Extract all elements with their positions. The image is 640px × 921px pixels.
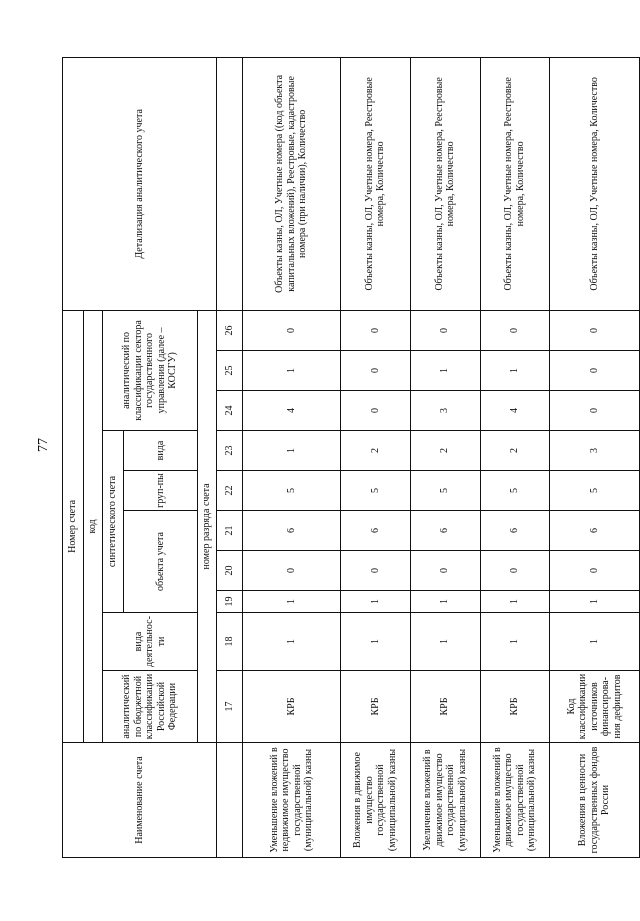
row-value: 1 [243,351,340,391]
table-row [550,57,640,857]
row-account-name: Вложения в движимое имущество государственной (муниципальной) казны [340,743,410,858]
row-value: 0 [243,310,340,350]
rotated-table-wrapper [62,58,640,858]
row-account-name: Вложения в ценности государственных фондов России [550,743,640,858]
row-value: 0 [340,391,410,431]
header-synthetic: синтетического счета [103,431,124,613]
row-value: 0 [480,310,550,350]
row-value: 1 [410,613,480,671]
row-value: 1 [243,591,340,613]
row-analytics-detail: Объекты казны, ОЛ, Учетные номера ((код объекта капитальных вложений), Реестровые, кадастровые номера (при наличии), Количество [243,57,340,310]
index-cell: 21 [217,511,243,551]
row-account-name: Уменьшение вложений в недвижимое имущество государственной (муниципальной) казны [243,743,340,858]
row-value: 0 [410,310,480,350]
page-number: 77 [36,438,51,452]
index-cell: 23 [217,431,243,471]
index-cell-empty [217,57,243,310]
row-value: 0 [480,551,550,591]
header-kosgu: аналитический по классификации сектора государственного управления (далее – КОСГУ) [103,310,198,430]
index-cell: 24 [217,391,243,431]
row-value: 0 [550,310,640,350]
row-value: 0 [340,551,410,591]
row-value: 0 [550,391,640,431]
row-value: 1 [340,591,410,613]
row-value: 1 [480,591,550,613]
header-account-name: Наименование счета [63,743,217,858]
row-value: 4 [243,391,340,431]
row-value: 1 [410,351,480,391]
row-value: 0 [410,551,480,591]
header-accounting-object: объекта учета [124,511,198,613]
row-value: 0 [243,551,340,591]
row-account-name: Уменьшение вложений в движимое имущество государственной (муниципальной) казны [480,743,550,858]
row-value: 1 [480,613,550,671]
row-classification: КРБ [410,671,480,743]
header-group: груп-пы [124,471,198,511]
index-cell: 19 [217,591,243,613]
row-account-name: Увеличение вложений в движимое имущество государственной (муниципальной) казны [410,743,480,858]
row-classification: КРБ [340,671,410,743]
row-value: 3 [550,431,640,471]
row-value: 3 [410,391,480,431]
row-value: 0 [340,310,410,350]
row-value: 1 [480,351,550,391]
row-analytics-detail: Объекты казны, ОЛ, Учетные номера, Реестровые номера, Количество [410,57,480,310]
row-analytics-detail: Объекты казны, ОЛ, Учетные номера, Реестровые номера, Количество [480,57,550,310]
index-cell: 22 [217,471,243,511]
row-value: 0 [550,351,640,391]
row-value: 0 [550,551,640,591]
row-value: 1 [340,613,410,671]
index-cell-empty [217,743,243,858]
row-value: 2 [480,431,550,471]
row-value: 4 [480,391,550,431]
index-cell: 17 [217,671,243,743]
row-analytics-detail: Объекты казны, ОЛ, Учетные номера, Количество [550,57,640,310]
row-value: 5 [340,471,410,511]
row-value: 5 [550,471,640,511]
row-value: 2 [340,431,410,471]
row-value: 6 [550,511,640,551]
header-account-number: Номер счета [63,310,84,742]
row-classification: КРБ [480,671,550,743]
index-cell: 26 [217,310,243,350]
row-value: 1 [410,591,480,613]
row-value: 2 [410,431,480,471]
row-value: 1 [550,591,640,613]
header-digit-position: номер разряда счета [197,310,216,742]
row-classification: Код классификации источников финансирова-ния дефицитов [550,671,640,743]
header-budget-classification: аналитический по бюджетной классификации Российской Федерации [103,671,198,743]
row-value: 6 [410,511,480,551]
accounts-table [62,57,640,858]
row-value: 0 [340,351,410,391]
index-cell: 18 [217,613,243,671]
row-classification: КРБ [243,671,340,743]
column-index-row [217,57,243,857]
table-row [340,57,410,857]
table-row [410,57,480,857]
header-analytics-detail: Детализация аналитического учета [63,57,217,310]
header-activity-type: вида деятельнос-ти [103,613,198,671]
index-cell: 20 [217,551,243,591]
row-analytics-detail: Объекты казны, ОЛ, Учетные номера, Реестровые номера, Количество [340,57,410,310]
row-value: 1 [550,613,640,671]
row-value: 5 [410,471,480,511]
row-value: 6 [243,511,340,551]
header-code: код [84,310,103,742]
row-value: 5 [243,471,340,511]
row-value: 1 [243,613,340,671]
table-row [243,57,340,857]
index-cell: 25 [217,351,243,391]
row-value: 6 [480,511,550,551]
header-row-1 [63,57,84,857]
row-value: 1 [243,431,340,471]
row-value: 6 [340,511,410,551]
row-value: 5 [480,471,550,511]
table-row [480,57,550,857]
header-kind: вида [124,431,198,471]
